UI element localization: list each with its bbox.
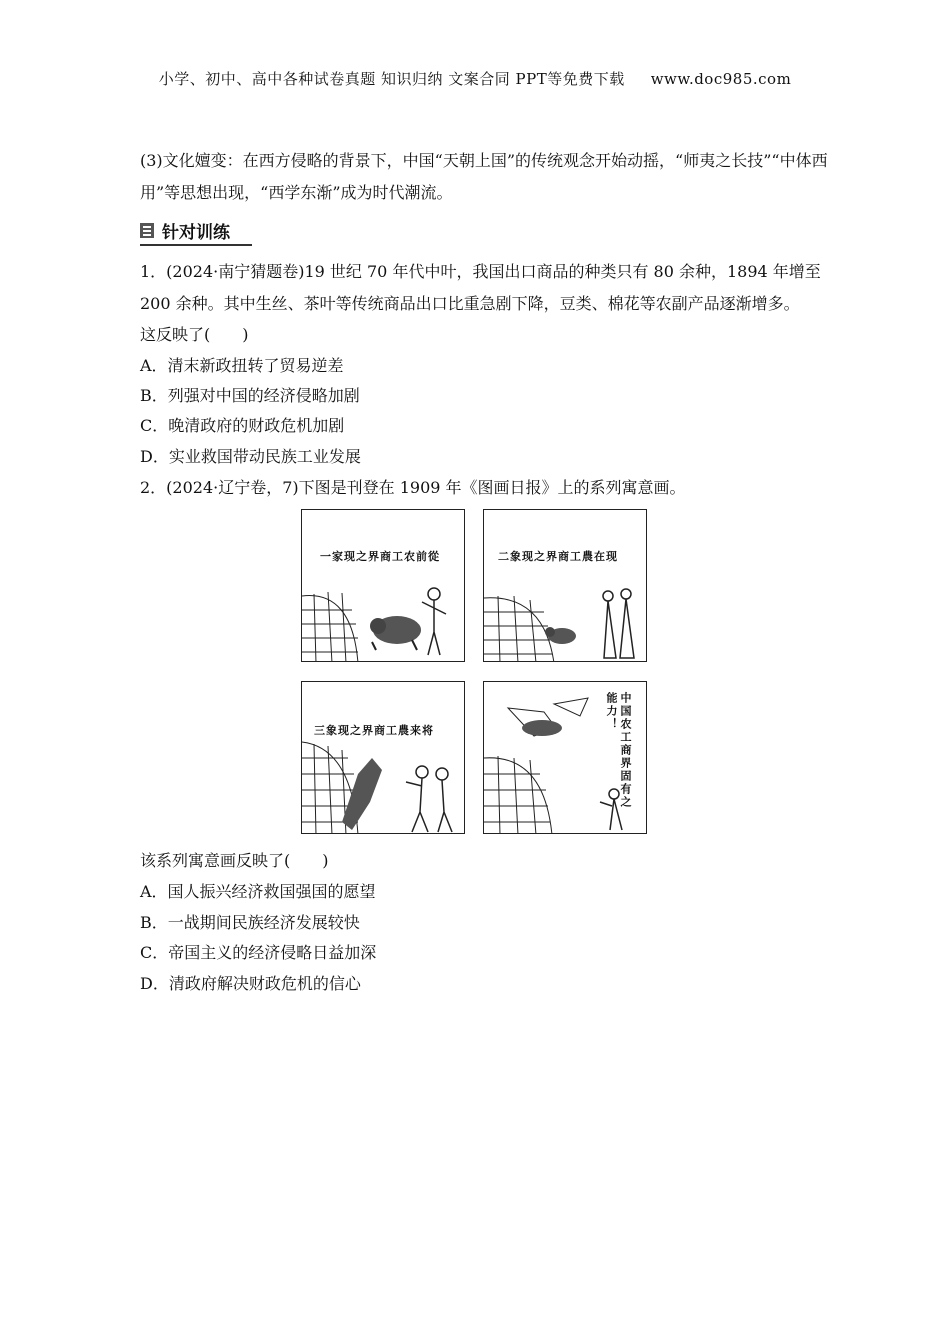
- q1-option-a: A．清末新政扭转了贸易逆差: [140, 356, 344, 375]
- small-tiger-figure: [545, 627, 576, 644]
- winged-tiger-figure: [508, 698, 588, 736]
- q1-option-c: C．晚清政府的财政危机加剧: [140, 416, 345, 435]
- q2-option-b: B．一战期间民族经济发展较快: [140, 913, 360, 932]
- q2-option-d: D．清政府解决财政危机的信心: [140, 974, 361, 993]
- panel-3-caption: 三象现之界商工農来将: [314, 724, 434, 737]
- crouching-man-figure: [600, 789, 622, 830]
- man-figure: [422, 588, 446, 655]
- q1-option-b: B．列强对中国的经济侵略加剧: [140, 386, 360, 405]
- section-title: 针对训练: [162, 223, 230, 243]
- panel-2-drawing: [484, 510, 647, 662]
- section-underline: [140, 244, 252, 246]
- panel-1: [301, 509, 465, 662]
- section-heading: [140, 218, 230, 243]
- fighting-men-figure: [406, 766, 452, 832]
- q1-option-d: D．实业救国带动民族工业发展: [140, 447, 361, 466]
- two-people-figure: [603, 589, 634, 658]
- panel-4-drawing: [484, 682, 647, 834]
- panel-1-drawing: [302, 510, 465, 662]
- panel-2-caption: 二象现之界商工農在现: [498, 550, 618, 563]
- panel-3: [301, 681, 465, 834]
- q2-option-a: A．国人振兴经济救国强国的愿望: [140, 882, 376, 901]
- panel-4: [483, 681, 647, 834]
- q2-question: 该系列寓意画反映了( ): [140, 851, 329, 870]
- q1-stem-line1: 1．(2024·南宁猜题卷)19 世纪 70 年代中叶，我国出口商品的种类只有 80 余种，1894 年增至: [140, 262, 821, 281]
- q2-option-c: C．帝国主义的经济侵略日益加深: [140, 943, 377, 962]
- panel-2: [483, 509, 647, 662]
- leaping-tiger-figure: [342, 758, 382, 830]
- q1-stem-line2: 200 余种。其中生丝、茶叶等传统商品出口比重急剧下降，豆类、棉花等农副产品逐渐增多。: [140, 294, 800, 313]
- document-icon: [140, 223, 154, 238]
- tiger-figure: [370, 616, 421, 650]
- allegory-figure: [301, 509, 649, 837]
- panel-3-drawing: [302, 682, 465, 834]
- q2-stem: 2．(2024·辽宁卷，7)下图是刊登在 1909 年《图画日报》上的系列寓意画。: [140, 478, 686, 497]
- panel-4-caption: 中国农工商界固有之能力！: [605, 692, 632, 809]
- q1-stem-line3: 这反映了( ): [140, 325, 249, 344]
- panel-1-caption: 一家现之界商工农前從: [320, 550, 440, 563]
- header-text: 小学、初中、高中各种试卷真题 知识归纳 文案合同 PPT等免费下载: [158, 70, 625, 88]
- page-header: [0, 68, 950, 89]
- header-url[interactable]: www.doc985.com: [650, 70, 792, 88]
- intro-paragraph: (3)文化嬗变：在西方侵略的背景下，中国“天朝上国”的传统观念开始动摇，“师夷之长技”“中体西用”等思想出现，“西学东渐”成为时代潮流。: [140, 151, 828, 202]
